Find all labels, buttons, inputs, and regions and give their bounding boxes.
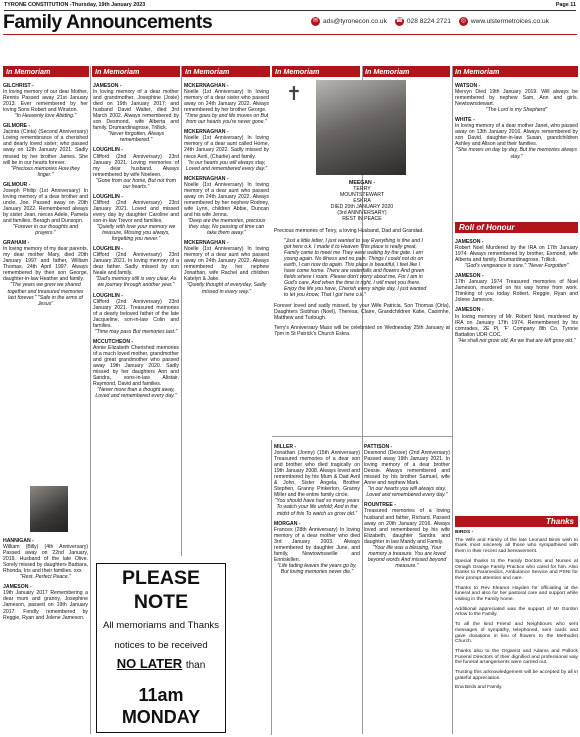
notice-deadline: 11am MONDAY xyxy=(121,685,201,727)
roll-of-honour-bar: Roll of Honour xyxy=(455,222,578,233)
column-divider xyxy=(452,66,453,734)
section-header xyxy=(3,11,577,33)
notice-entry: PATTISON - Desmond (Dessie) (2nd Anniversary) Passed away 19th January 2021. In loving memory of a dear brother Dessie. Always remembered and missed by his brother Samuel, wife Anne and nephew Mark. "In our hearts you will always stay, Loved and remembered every day." xyxy=(364,444,450,499)
notice-heading: PLEASE NOTE xyxy=(121,567,201,613)
notice-entry: JAMESON - Robert Noel Murdered by the IRA on 17th January 1974. Always remembered by brother, Esmond, wife Alberta and family. Drumardinagrose, Trillick. "God's vengeance is sure." "Never Forgotten" xyxy=(455,239,578,270)
column-7 xyxy=(455,79,578,219)
notice-entry: ROUNTREE - Treasured memories of a loving husband and father, Richard. Passed away on 20th January 2016. Always loved and remembered by his wife Elizabeth, daughter Sandra and daughter in law Mandy and Family. "Your life was a blessing, Your memory a treasure. You are loved beyond words And missed beyond measure." xyxy=(364,502,450,569)
notice-line: NO LATER than xyxy=(116,656,206,671)
notice-entry: WHITE - In loving memory of a dear mother Janet, who passed away on 13th January 2016. Always remembered by son David, daughter-in-law Susan, grandchildren Ashley and Alison and their families. "She moves on day by day, But the memories always stay." xyxy=(455,117,578,160)
phone-icon: ☎ xyxy=(395,18,404,24)
meegan-heading: MEEGAN - TERRY MOUNTSTEWART ESKRA DIED 20th JANUARY 2020 (3rd ANNIVERSARY) REST IN PEACE xyxy=(330,180,394,222)
notice-line: notices to be received xyxy=(114,640,208,651)
section-bar-6: In Memoriam xyxy=(452,66,578,77)
notice-entry: JAMESON - 17th January 1974 Treasured memories of Noel Jameson, murdered on his way home from work. Thinking of you today Robert, Reggie, Ryan and Jolene Jameson. xyxy=(455,273,578,304)
notice-entry: LOUGHLIN - Clifford (2nd Anniversary) 23rd January 2021. Loving memories of my dear husband. Always remembered by wife Noeleen. "Gone from our home, But not from our hearts." xyxy=(93,147,179,190)
feature-rule xyxy=(272,436,452,437)
memorial-photo xyxy=(30,486,68,532)
notice-entry: LOUGHLIN - Clifford (2nd Anniversary) 23rd January 2021. In loving memory of a dear father. Sadly missed by son Neale and family. "Dad's memory still is very clear, As we journey through another year." xyxy=(93,246,179,289)
column-divider xyxy=(90,66,91,734)
notice-entry: GILMORE - Jacinta (Cinta) (Second Anniversary) Loving remembrance of a cherished and dearly loved sister; who passed away on 12th January 2021. Sadly missed by her brother James. She will be in our hearts forever. "Precious memories How they linger." xyxy=(3,123,88,178)
notice-entry: MCKERNAGHAN - Noelle (1st Anniversary) In loving memory of a dear aunt who passed away on 24th January 2022. Always remembered by her nephew Rodney, wife Lynn, children Abbie, Duncan and his wife Jenna. "Deep are the memories, precious they stay, No passing of time can take them away." xyxy=(184,175,269,237)
section-bar-5: In Memoriam xyxy=(362,66,450,77)
notice-entry: MCKERNAGHAN - Noelle (1st Anniversary) In loving memory of a dear aunt who passed away on 24th January 2022. Always remembered by her nephew Jonathan, wife Rachel and children Katelyn & Jake. "Quietly thought of everyday, Sadly missed in every way." xyxy=(184,240,269,295)
page-title: Family Announcements xyxy=(3,11,213,33)
notice-entry: MILLER - Jonathan (Jonny) (15th Anniversary) Treasured memories of a dear son and brother who died tragically on 19th January 2008. Always loved and remembered by his Mum & Dad Avril & John, Sister Angela, Brother Stephen, Granny Pinkerton, Granny Miller and the entire family circle. "You should have had so many years To watch your life unfold; And in the midst of this To watch us grow old." xyxy=(274,444,360,517)
memorial-photo xyxy=(316,80,406,175)
section-bar-4: In Memoriam xyxy=(272,66,360,77)
contact-web[interactable]: www.ulstermetroices.co.uk xyxy=(470,18,549,25)
notice-entry: HANNIGAN - William (Billy) (4th Anniversary) Passed away on 22nd January, 2019. Husband of the late Olive. Sorely missed by daughters Barbara, Rhonda, Iris and their families. xxx "Rest. Perfect Peace." xyxy=(3,538,88,581)
section-bar-2: In Memoriam xyxy=(92,66,180,77)
section-bar-1: In Memoriam xyxy=(3,66,89,77)
thanks-bar: Thanks xyxy=(455,516,578,527)
deadline-notice-box xyxy=(96,563,226,733)
notice-entry: MCKERNAGHAN - Noelle (1st Anniversary) In loving memory of a dear aunt called Home, 24th January 2022. Sadly missed by niece Avril, (Charlie) and family. "In our hearts you will always stay, Loved and remembered every day." xyxy=(184,129,269,172)
column-divider xyxy=(271,440,272,735)
newspaper-date: TYRONE CONSTITUTION -Thursday, 19th January 2023 xyxy=(4,2,146,8)
notice-entry: GILCHRIST - In loving memory of our dear Mother, Rennis Passed away 21st January 2013. Ever remembered by her loving Sons Robert and Winston. "In Heavenly love Abiding." xyxy=(3,83,88,120)
notice-entry: MCKERNAGHAN - Noelle (1st Anniversary) In loving memory of a dear sister who passed away on 24th January 2022. Always remembered by her brother George. "Time goes by and life moves on But from our hearts you're never gone." xyxy=(184,83,269,126)
column-divider xyxy=(181,66,182,556)
notice-entry: LOUGHLIN - Clifford (2nd Anniversary) 23rd January 2021. Treasured memories of a dearly beloved father of the late Jacqueline, son-in-law Colin and families. "Time may pass But memories last." xyxy=(93,292,179,335)
column-3 xyxy=(184,79,269,559)
column-5 xyxy=(364,440,450,735)
roll-of-honour xyxy=(455,235,578,513)
globe-icon: ◎ xyxy=(460,18,467,24)
column-2 xyxy=(93,79,179,559)
notice-entry: WATSON - Mervyn Died 19th January 2019. Will always be remembered by nephew Sam, Ann and girls. Newtownstewart. "The Lord is my Shepherd" xyxy=(455,83,578,114)
section-bar-3: In Memoriam xyxy=(182,66,270,77)
notice-entry: GRAHAM - In loving memory of my dear parents, my dear mother Mary, died 20th January 1997 and father, William Thomas, 24th April 1997. Always remembered by their son George, daughter-in-law Heather and family. "The years we grew we shared together and treasured memories last forever." "Safe in the arms of Jesus" xyxy=(3,240,88,307)
thanks-notice: BIRDS - The Wife and Family of the late Leonard Birds wish to thank most sincerely all those who sympathised with them in their recent sad bereavement. Special thanks to the Family Doctors and Nurses at Omagh Grange Family Practice who cared for him. Also thanks to Paramedics, Ambulance Service and PSNI for their prompt attention and care. Thanks to Rev Eleanor Hayden for officiating at the funeral and also for her pastoral care and support while visiting in the Family home. Additional appreciated was the support of Mr Gordon Arlow to the Family. To all the kind Friend and Neighbours who sent messages of sympathy, telephoned, sent cards and gave donations in lieu of flowers to the Methodist Church. Thanks also to the Organist and Adams and Pollock Funeral Directors of their dignified and professional way the funeral arrangements were carried out. Trusting this acknowledgement will be accepted by all in grateful appreciation. Ena Birds and Family. xyxy=(455,530,578,691)
envelope-icon: ✉ xyxy=(312,18,319,24)
notice-entry: MORGAN - Frances (28th Anniversary) In loving memory of a dear mother who died 3rd January 2003. Always remembered by daughter June, and family, Newtownsaville and Enniskillen. "Life fading leaves the years go by, But loving memories never die." xyxy=(274,520,360,575)
contact-phone[interactable]: 028 8224 2721 xyxy=(406,18,451,25)
notice-entry: JAMESON - In loving memory of a dear mother and grandmother, Josephine (Josie) died on 19th January 2017; and husband David Walter, died 3rd March 2002. Always remembered by son Desmond, wife Alberta and family. Drumardinagrose, Trillick. "Never forgotten, Always remembered." xyxy=(93,83,179,144)
notice-entry: JAMESON - 19th January 2017 Remembering a dear mum and granny, Josephine Jameson, passed on 19th January 2017. Fondly remembered by Reggie, Ryan and Jolene Jameson. xyxy=(3,584,88,621)
notice-entry: LOUGHLIN - Clifford (2nd Anniversary) 23rd January 2021. Loved and missed every day by daughter Caroline and son-in-law Trevor and families. "Quietly with love your memory we treasure, Missing you always, forgetting you never." xyxy=(93,193,179,243)
column-4 xyxy=(274,440,360,735)
page-header-strip xyxy=(4,2,576,11)
column-1 xyxy=(3,79,88,484)
contact-strip xyxy=(303,17,549,26)
contact-email[interactable]: ads@tyronecon.co.uk xyxy=(323,18,387,25)
meegan-notice: MEEGAN - TERRY MOUNTSTEWART ESKRA DIED 20th JANUARY 2020 (3rd ANNIVERSARY) REST IN PEACE Precious memories of Terry, a loving Husband, Dad and Grandad. "Just a little letter, I just wanted to say Everything is fine and I got here o.k. I made it to Heaven This place is really great, Family came to meet me They were waiting by the gate. I am young again. No illness and no pain. Things I could not do on earth, I can now do again. This place is beautiful, I feel like I have come home. There are waterfalls and flowers And green fields where I roam. Please don't worry about me, For I am in God's care, And when the time is right, I will meet you there. Enjoy the life you have, Cherish every single day, I just wanted to let you know, That I got here o.k." Forever loved and sadly missed, by your Wife Patricia, Son Thomas (Orla), Daughters Siobhan (Noel), Theresa, Claire, Grandchildren Katie, Caoimhe, Matthew and Turlough. Terry's Anniversary Mass will be celebrated on Wednesday 25th January at 7pm in St Patrick's Church Eskra. xyxy=(274,180,450,337)
notice-entry: JAMESON - In loving memory of Mr. Robert Noel, murdered by IRA on January 17th 1974. Remembered by his comrades, 2E Pl, 'F' Company 8th Co. Tyrone Battalion UDR COC. "He shall not grow old, As we that are left grow old." xyxy=(455,307,578,344)
notice-line: All memoriams and Thanks xyxy=(102,620,220,631)
header-rule xyxy=(3,34,577,35)
cross-icon: ✝ xyxy=(286,84,302,105)
notice-entry: GILMOUR - Joseph Philip (1st Anniversary) In loving memory of a dear brother and uncle, Joe. Passed away on 20th January 2022. Remembered always by sister Jean, nieces Adele, Pamela and families. Beragh and Dunsopn. "Forever in our thoughts and prayers." xyxy=(3,181,88,237)
notice-entry: MCCUTCHEON - Annie Elizabeth Cherished memories of a much loved mother, grandmother and great grandmother who passed away 19th January 2020. Sadly missed by her daughters Ann and Sandra, sons-in-law Alistair, Raymond, David and families. "Never more than a thought away, Loved and remembered every day." xyxy=(93,338,179,400)
page-number: Page 11 xyxy=(555,2,576,8)
column-1-lower xyxy=(3,534,88,734)
